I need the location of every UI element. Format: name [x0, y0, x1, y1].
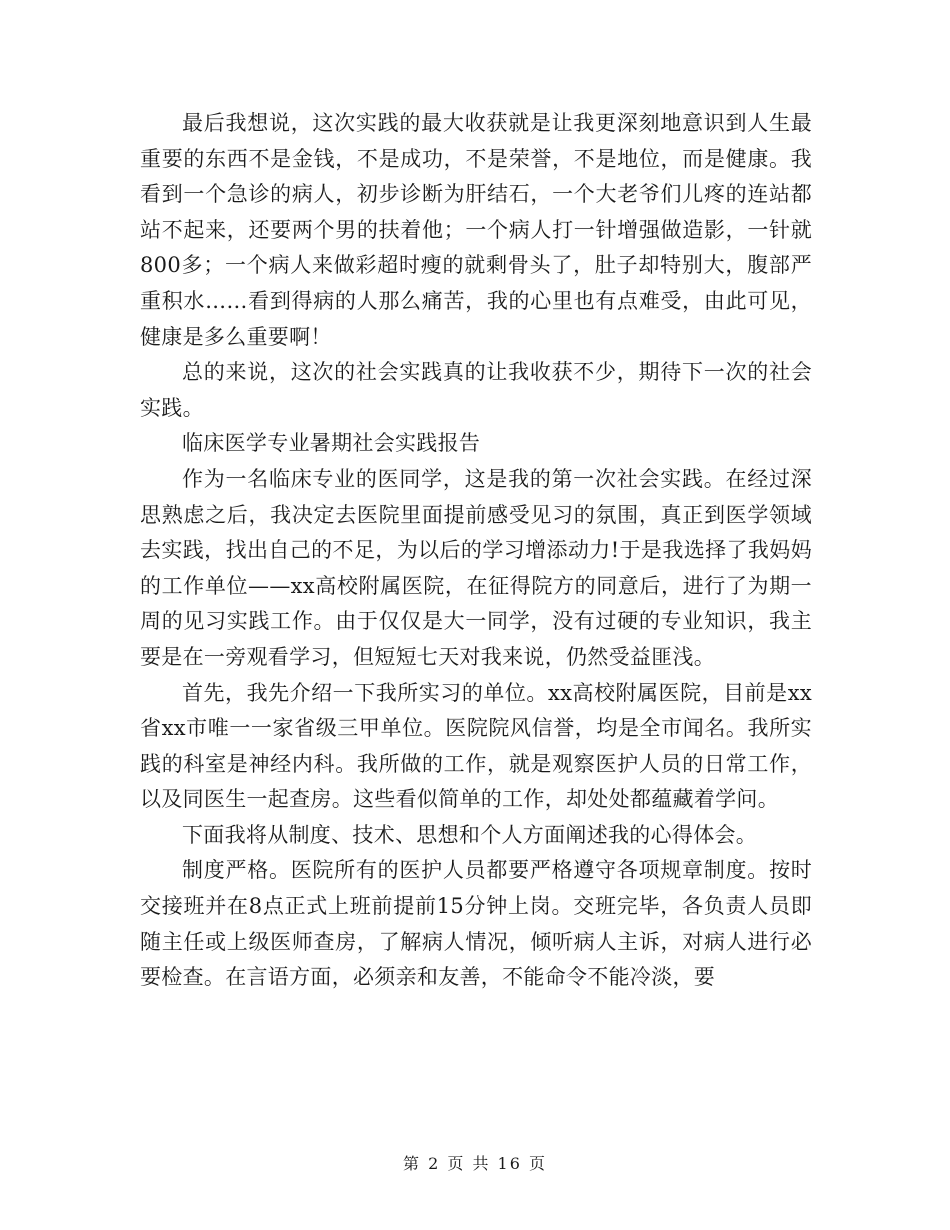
paragraph-summary: 总的来说，这次的社会实践真的让我收获不少，期待下一次的社会实践。	[140, 360, 812, 420]
paragraph-strict-rules: 制度严格。医院所有的医护人员都要严格遵守各项规章制度。按时交接班并在8点正式上班前提前15分钟上岗。交班完毕，各负责人员即随主任或上级医师查房，了解病人情况，倾听病人主诉，对病人进行必要检查。在言语方面，必须亲和友善，不能命令不能冷淡，要	[140, 858, 812, 990]
paragraph-health-reflection: 最后我想说，这次实践的最大收获就是让我更深刻地意识到人生最重要的东西不是金钱，不是成功，不是荣誉，不是地位，而是健康。我看到一个急诊的病人，初步诊断为肝结石，一个大老爷们儿疼的连站都站不起来，还要两个男的扶着他；一个病人打一针增强做造影，一针就800多；一个病人来做彩超时瘦的就剩骨头了，肚子却特别大，腹部严重积水……看到得病的人那么痛苦，我的心里也有点难受，由此可见，健康是多么重要啊！	[140, 111, 812, 349]
paragraph-outline: 下面我将从制度、技术、思想和个人方面阐述我的心得体会。	[182, 822, 758, 847]
page-number-footer: 第 2 页 共 16 页	[403, 1154, 547, 1173]
paragraph-introduction: 作为一名临床专业的医同学，这是我的第一次社会实践。在经过深思熟虑之后，我决定去医院里面提前感受见习的氛围，真正到医学领域去实践，找出自己的不足，为以后的学习增添动力!于是我选择了我妈妈的工作单位——xx高校附属医院，在征得院方的同意后，进行了为期一周的见习实践工作。由于仅仅是大一同学，没有过硬的专业知识，我主要是在一旁观看学习，但短短七天对我来说，仍然受益匪浅。	[140, 466, 812, 669]
paragraph-hospital-unit: 首先，我先介绍一下我所实习的单位。xx高校附属医院，目前是xx省xx市唯一一家省级三甲单位。医院院风信誉，均是全市闻名。我所实践的科室是神经内科。我所做的工作，就是观察医护人员的日常工作，以及同医生一起查房。这些看似简单的工作，却处处都蕴藏着学问。	[140, 680, 812, 812]
section-title: 临床医学专业暑期社会实践报告	[182, 431, 481, 456]
document-body	[140, 106, 812, 996]
